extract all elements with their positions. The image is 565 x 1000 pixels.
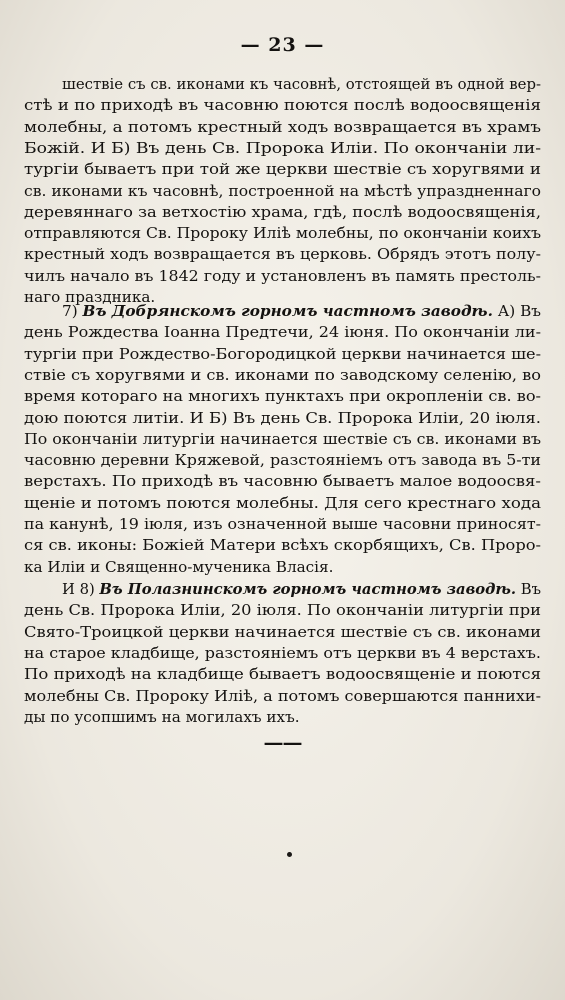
factory-name: Въ Добрянскомъ горномъ частномъ заводѣ. (82, 302, 493, 320)
text-run: молебны, а потомъ крестный ходъ возвращается въ храмъ (24, 117, 541, 136)
text-run: на старое кладбище, разстояніемъ отъ церкви въ 4 верстахъ. (24, 643, 541, 662)
text-run: По окончаніи литургіи начинается шествіе съ св. иконами въ (24, 429, 541, 448)
text-run: день Рождества Іоанна Предтечи, 24 іюня. По окончаніи ли- (24, 323, 541, 342)
text-run: чилъ начало въ 1842 году и установленъ въ память престоль- (24, 266, 541, 285)
text-run: Свято-Троицкой церкви начинается шествіе съ св. иконами (24, 622, 541, 641)
text-run: па канунѣ, 19 іюля, изъ означенной выше часовни приносят- (24, 515, 541, 533)
text-run: часовню деревни Кряжевой, разстояніемъ отъ завода въ 5-ти (24, 451, 541, 470)
text-run: наго праздника. (24, 288, 156, 306)
text-run: молебны Св. Пророку Иліѣ, а потомъ совершаются паннихи- (24, 686, 541, 705)
text-run: деревяннаго за ветхостію храма, гдѣ, послѣ водоосвященія, (24, 202, 541, 221)
text-run: И 8) (62, 580, 100, 598)
text-run: тургіи бываетъ при той же церкви шествіе съ хоругвями и (24, 160, 541, 179)
text-run: отправляются Св. Пророку Иліѣ молебны, по окончаніи коихъ (24, 224, 541, 243)
text-run: стѣ и по приходѣ въ часовню поются послѣ водоосвященія (24, 96, 541, 115)
ink-speck (287, 852, 292, 857)
text-run: По приходѣ на кладбище бываетъ водоосвященіе и поются (24, 665, 541, 684)
text-run: день Св. Пророка Иліи, 20 іюля. По окончаніи литургіи при (24, 601, 541, 620)
factory-name: Въ Полазнинскомъ горномъ частномъ заводѣ. (99, 580, 517, 598)
page-number: — 23 — (240, 34, 325, 56)
text-run: тургіи при Рождество-Богородицкой церкви начинается ше- (24, 344, 541, 363)
text-run: верстахъ. По приходѣ въ часовню бываетъ малое водоосвя- (24, 472, 541, 491)
text-run: св. иконами къ часовнѣ, построенной на мѣстѣ упраздненнаго (24, 181, 541, 200)
text-run: крестный ходъ возвращается въ церковь. Обрядъ этотъ полу- (24, 245, 541, 264)
text-run: ся св. иконы: Божіей Матери всѣхъ скорбящихъ, Св. Проро- (24, 536, 541, 555)
text-run: А) Въ (492, 302, 541, 320)
text-run: шествіе съ св. иконами къ часовнѣ, отстоящей въ одной вер- (62, 75, 541, 93)
text-run: ствіе съ хоругвями и св. иконами по заводскому селенію, во (24, 365, 541, 384)
text-run: дою поются литіи. И Б) Въ день Св. Пророка Иліи, 20 іюля. (24, 408, 541, 427)
text-run: время котораго на многихъ пунктахъ при окропленіи св. во- (24, 387, 541, 406)
text-run: ка Иліи и Священно-мученика Власія. (24, 557, 334, 576)
text-run: Въ (516, 580, 541, 598)
text-run: Божій. И Б) Въ день Св. Пророка Иліи. По окончаніи ли- (24, 138, 541, 157)
text-run: ды по усопшимъ на могилахъ ихъ. (24, 707, 300, 726)
text-run: щеніе и потомъ поются молебны. Для сего крестнаго хода (24, 493, 541, 512)
text-run: 7) (62, 302, 83, 320)
section-end-mark: —— (263, 730, 302, 754)
